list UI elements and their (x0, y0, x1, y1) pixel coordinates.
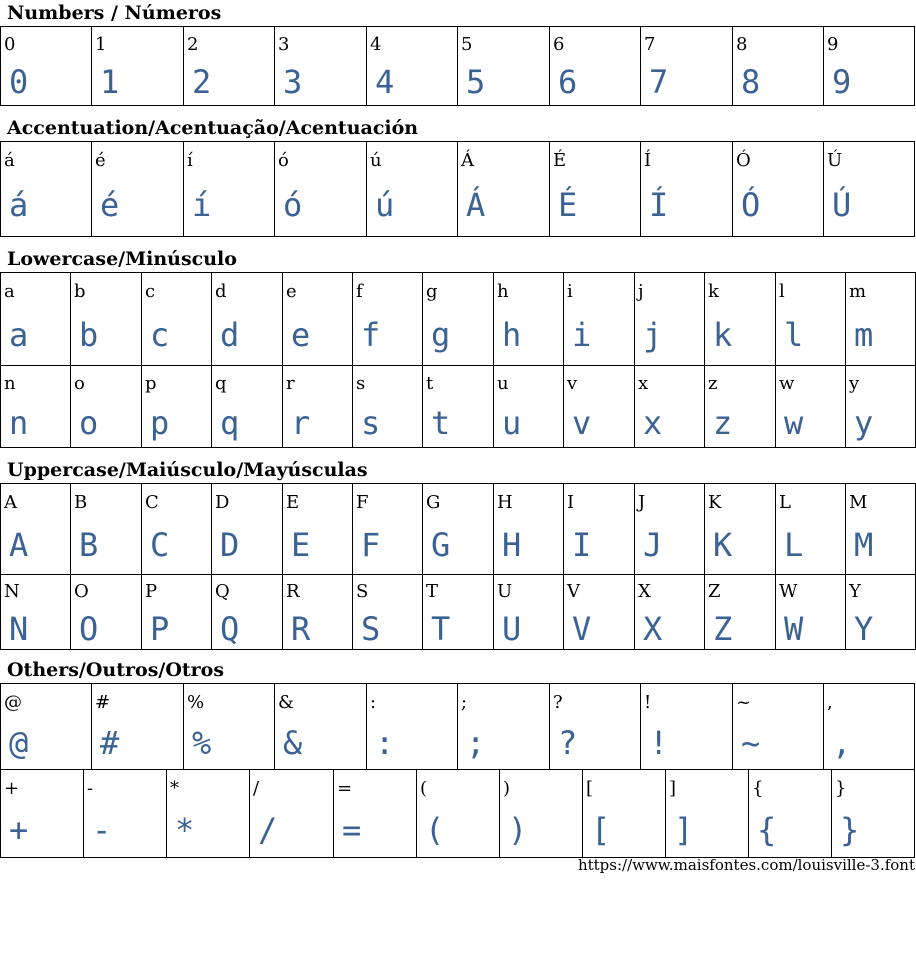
glyph-cell (92, 27, 184, 106)
glyph-label: H (497, 492, 513, 513)
glyph-cell (92, 684, 184, 770)
glyph-sample: M (854, 526, 874, 564)
glyph-sample: 9 (832, 63, 852, 101)
glyph-cell (635, 575, 705, 650)
glyph-label: 3 (278, 34, 290, 55)
glyph-cell (1, 770, 84, 858)
glyph-row (1, 273, 916, 366)
glyph-sample: n (9, 404, 29, 442)
glyph-cell (733, 684, 824, 770)
glyph-sample: & (283, 724, 303, 762)
glyph-cell (564, 484, 635, 575)
glyph-sample: = (342, 811, 362, 849)
glyph-sample: R (291, 610, 311, 648)
glyph-sample: b (79, 316, 99, 354)
glyph-label: C (145, 492, 159, 513)
glyph-sample: t (431, 404, 451, 442)
glyph-cell (353, 366, 423, 448)
glyph-cell (583, 770, 666, 858)
glyph-cell (1, 142, 92, 237)
accents-grid (0, 141, 915, 237)
glyph-label: á (4, 150, 15, 171)
glyph-cell (494, 273, 564, 366)
glyph-label: w (779, 373, 795, 394)
glyph-label: c (145, 281, 156, 302)
glyph-label: s (356, 373, 366, 394)
glyph-label: t (426, 373, 434, 394)
glyph-label: ; (461, 692, 468, 713)
glyph-sample: r (291, 404, 311, 442)
glyph-label: Í (644, 150, 652, 171)
glyph-cell (666, 770, 749, 858)
glyph-cell (353, 273, 423, 366)
glyph-sample: z (713, 404, 733, 442)
glyph-label: ) (503, 778, 511, 799)
glyph-sample: y (854, 404, 874, 442)
glyph-row (1, 366, 916, 448)
glyph-sample: ~ (741, 724, 761, 762)
glyph-sample: * (175, 811, 195, 849)
glyph-sample: x (643, 404, 663, 442)
glyph-cell (550, 27, 641, 106)
glyph-label: W (779, 581, 798, 602)
glyph-sample: { (757, 811, 777, 849)
glyph-cell (283, 273, 353, 366)
glyph-sample: ! (649, 724, 669, 762)
glyph-cell (353, 575, 423, 650)
glyph-cell (275, 142, 367, 237)
glyph-label: Ó (736, 150, 751, 171)
glyph-sample: ? (558, 724, 578, 762)
glyph-sample: [ (591, 811, 611, 849)
glyph-label: / (253, 778, 260, 799)
glyph-row (1, 770, 915, 858)
glyph-sample: O (79, 610, 99, 648)
glyph-sample: Í (649, 186, 669, 224)
glyph-label: j (638, 281, 644, 302)
glyph-label: S (356, 581, 369, 602)
glyph-sample: í (192, 186, 212, 224)
glyph-cell (367, 27, 458, 106)
glyph-label: { (752, 778, 764, 799)
glyph-sample: ú (375, 186, 395, 224)
glyph-cell (71, 575, 142, 650)
glyph-cell (275, 27, 367, 106)
glyph-sample: Á (466, 186, 486, 224)
glyph-label: n (4, 373, 16, 394)
glyph-cell (1, 366, 71, 448)
glyph-sample: P (150, 610, 170, 648)
glyph-label: 0 (4, 34, 16, 55)
glyph-sample: # (100, 724, 120, 762)
glyph-row (1, 484, 916, 575)
glyph-cell (142, 366, 212, 448)
glyph-cell (550, 684, 641, 770)
glyph-sample: B (79, 526, 99, 564)
glyph-sample: á (9, 186, 29, 224)
glyph-sample: F (361, 526, 381, 564)
glyph-label: k (708, 281, 719, 302)
glyph-sample: 2 (192, 63, 212, 101)
glyph-label: 5 (461, 34, 473, 55)
glyph-cell (550, 142, 641, 237)
glyph-sample: 8 (741, 63, 761, 101)
glyph-label: x (638, 373, 649, 394)
glyph-cell (705, 366, 776, 448)
glyph-label: P (145, 581, 158, 602)
glyph-label: í (187, 150, 193, 171)
glyph-sample: l (784, 316, 804, 354)
glyph-sample: L (784, 526, 804, 564)
lowercase-title: Lowercase/Minúsculo (7, 248, 237, 270)
glyph-label: f (356, 281, 363, 302)
glyph-cell (776, 575, 846, 650)
glyph-label: , (827, 692, 833, 713)
glyph-row (1, 684, 915, 770)
glyph-sample: f (361, 316, 381, 354)
glyph-cell (423, 366, 494, 448)
glyph-label: o (74, 373, 85, 394)
glyph-cell (494, 366, 564, 448)
glyph-label: 7 (644, 34, 656, 55)
numbers-grid (0, 26, 915, 106)
glyph-cell (564, 273, 635, 366)
glyph-label: a (4, 281, 15, 302)
glyph-label: z (708, 373, 718, 394)
glyph-cell (142, 575, 212, 650)
glyph-cell (184, 142, 275, 237)
glyph-sample: a (9, 316, 29, 354)
glyph-cell (92, 142, 184, 237)
glyph-label: D (215, 492, 230, 513)
glyph-sample: D (220, 526, 240, 564)
glyph-sample: É (558, 186, 578, 224)
glyph-label: ] (669, 778, 677, 799)
glyph-cell (641, 142, 733, 237)
glyph-cell (142, 484, 212, 575)
glyph-sample: % (192, 724, 212, 762)
glyph-cell (212, 575, 283, 650)
glyph-label: 4 (370, 34, 382, 55)
numbers-title: Numbers / Números (7, 2, 222, 24)
glyph-cell (1, 27, 92, 106)
glyph-label: A (4, 492, 17, 513)
glyph-sample: K (713, 526, 733, 564)
glyph-cell (334, 770, 417, 858)
glyph-cell (71, 484, 142, 575)
glyph-sample: G (431, 526, 451, 564)
glyph-label: ú (370, 150, 382, 171)
glyph-label: e (286, 281, 297, 302)
glyph-label: # (95, 692, 111, 713)
others-grid-2 (0, 769, 915, 858)
glyph-cell (564, 366, 635, 448)
glyph-sample: Q (220, 610, 240, 648)
glyph-sample: w (784, 404, 804, 442)
glyph-label: u (497, 373, 509, 394)
glyph-label: ( (420, 778, 428, 799)
glyph-cell (500, 770, 583, 858)
others-title: Others/Outros/Otros (7, 659, 225, 681)
glyph-cell (184, 684, 275, 770)
glyph-sample: A (9, 526, 29, 564)
glyph-sample: e (291, 316, 311, 354)
glyph-label: T (426, 581, 439, 602)
glyph-label: b (74, 281, 86, 302)
glyph-sample: W (784, 610, 804, 648)
glyph-sample: Z (713, 610, 733, 648)
glyph-sample: 0 (9, 63, 29, 101)
glyph-sample: 6 (558, 63, 578, 101)
glyph-cell (1, 273, 71, 366)
glyph-sample: Ó (741, 186, 761, 224)
glyph-cell (776, 366, 846, 448)
glyph-sample: T (431, 610, 451, 648)
glyph-sample: ; (466, 724, 486, 762)
glyph-sample: ( (425, 811, 445, 849)
glyph-sample: + (9, 811, 29, 849)
glyph-label: O (74, 581, 89, 602)
accents-title: Accentuation/Acentuação/Acentuación (7, 117, 419, 139)
glyph-cell (84, 770, 167, 858)
glyph-cell (1, 575, 71, 650)
glyph-sample: m (854, 316, 874, 354)
glyph-cell (494, 484, 564, 575)
glyph-cell (705, 273, 776, 366)
glyph-label: * (170, 778, 179, 799)
glyph-sample: 7 (649, 63, 669, 101)
glyph-cell (458, 684, 550, 770)
glyph-cell (776, 484, 846, 575)
glyph-sample: d (220, 316, 240, 354)
glyph-sample: , (832, 724, 852, 762)
glyph-sample: k (713, 316, 733, 354)
glyph-sample: é (100, 186, 120, 224)
glyph-label: q (215, 373, 227, 394)
glyph-label: V (567, 581, 580, 602)
glyph-sample: : (375, 724, 395, 762)
glyph-label: p (145, 373, 157, 394)
glyph-cell (423, 273, 494, 366)
glyph-label: % (187, 692, 205, 713)
glyph-sample: u (502, 404, 522, 442)
glyph-sample: i (572, 316, 592, 354)
glyph-label: - (87, 778, 94, 799)
glyph-label: N (4, 581, 20, 602)
glyph-cell (142, 273, 212, 366)
glyph-label: 6 (553, 34, 565, 55)
glyph-cell (250, 770, 334, 858)
glyph-sample: 1 (100, 63, 120, 101)
glyph-sample: / (258, 811, 278, 849)
glyph-cell (423, 484, 494, 575)
glyph-sample: p (150, 404, 170, 442)
glyph-row (1, 575, 916, 650)
glyph-cell (71, 273, 142, 366)
glyph-label: R (286, 581, 300, 602)
glyph-label: h (497, 281, 509, 302)
glyph-label: Q (215, 581, 230, 602)
glyph-cell (417, 770, 500, 858)
glyph-sample: N (9, 610, 29, 648)
glyph-sample: s (361, 404, 381, 442)
glyph-cell (167, 770, 250, 858)
glyph-cell (71, 366, 142, 448)
glyph-label: r (286, 373, 295, 394)
glyph-sample: 5 (466, 63, 486, 101)
glyph-sample: ó (283, 186, 303, 224)
glyph-cell (749, 770, 832, 858)
glyph-sample: C (150, 526, 170, 564)
glyph-cell (635, 273, 705, 366)
glyph-cell (458, 27, 550, 106)
glyph-label: & (278, 692, 295, 713)
glyph-label: ~ (736, 692, 752, 713)
glyph-label: E (286, 492, 300, 513)
glyph-sample: q (220, 404, 240, 442)
glyph-cell (635, 484, 705, 575)
glyph-label: é (95, 150, 106, 171)
glyph-row (1, 142, 915, 237)
glyph-cell (212, 273, 283, 366)
glyph-cell (705, 575, 776, 650)
glyph-label: ? (553, 692, 563, 713)
glyph-sample: v (572, 404, 592, 442)
glyph-sample: c (150, 316, 170, 354)
glyph-label: Ú (827, 150, 843, 171)
glyph-row (1, 27, 915, 106)
glyph-sample: 4 (375, 63, 395, 101)
glyph-label: [ (586, 778, 594, 799)
glyph-cell (832, 770, 915, 858)
glyph-sample: Y (854, 610, 874, 648)
glyph-label: Z (708, 581, 721, 602)
glyph-cell (423, 575, 494, 650)
glyph-sample: I (572, 526, 592, 564)
glyph-cell (776, 273, 846, 366)
glyph-sample: } (840, 811, 860, 849)
glyph-cell (367, 684, 458, 770)
glyph-label: K (708, 492, 722, 513)
glyph-label: : (370, 692, 377, 713)
glyph-cell (824, 684, 915, 770)
glyph-sample: ) (508, 811, 528, 849)
glyph-sample: j (643, 316, 663, 354)
glyph-sample: ] (674, 811, 694, 849)
glyph-cell (212, 366, 283, 448)
glyph-label: i (567, 281, 573, 302)
glyph-sample: H (502, 526, 522, 564)
uppercase-title: Uppercase/Maiúsculo/Mayúsculas (7, 459, 368, 481)
glyph-sample: o (79, 404, 99, 442)
glyph-label: g (426, 281, 438, 302)
glyph-cell (283, 575, 353, 650)
glyph-sample: @ (9, 724, 29, 762)
glyph-cell (212, 484, 283, 575)
glyph-cell (458, 142, 550, 237)
glyph-label: X (638, 581, 651, 602)
glyph-sample: g (431, 316, 451, 354)
glyph-label: É (553, 150, 567, 171)
glyph-sample: X (643, 610, 663, 648)
glyph-cell (184, 27, 275, 106)
glyph-sample: S (361, 610, 381, 648)
glyph-cell (824, 142, 915, 237)
others-grid-1 (0, 683, 915, 770)
glyph-cell (733, 27, 824, 106)
glyph-label: } (835, 778, 847, 799)
glyph-cell (641, 684, 733, 770)
glyph-label: l (779, 281, 785, 302)
glyph-label: 8 (736, 34, 748, 55)
glyph-label: G (426, 492, 441, 513)
glyph-sample: h (502, 316, 522, 354)
glyph-cell (367, 142, 458, 237)
glyph-label: ! (644, 692, 652, 713)
glyph-cell (1, 484, 71, 575)
glyph-label: B (74, 492, 88, 513)
glyph-label: F (356, 492, 369, 513)
glyph-cell (353, 484, 423, 575)
glyph-cell (641, 27, 733, 106)
glyph-sample: E (291, 526, 311, 564)
glyph-cell (635, 366, 705, 448)
glyph-label: = (337, 778, 353, 799)
glyph-label: J (638, 492, 646, 513)
glyph-label: 1 (95, 34, 107, 55)
glyph-sample: U (502, 610, 522, 648)
glyph-sample: V (572, 610, 592, 648)
glyph-cell (494, 575, 564, 650)
glyph-sample: 3 (283, 63, 303, 101)
glyph-cell (275, 684, 367, 770)
glyph-label: d (215, 281, 227, 302)
glyph-label: + (4, 778, 20, 799)
glyph-cell (824, 27, 915, 106)
glyph-label: 9 (827, 34, 839, 55)
uppercase-grid (0, 483, 916, 650)
glyph-cell (283, 366, 353, 448)
glyph-cell (846, 273, 916, 366)
glyph-label: ó (278, 150, 289, 171)
glyph-cell (564, 575, 635, 650)
glyph-cell (846, 484, 916, 575)
glyph-cell (705, 484, 776, 575)
lowercase-grid (0, 272, 916, 448)
glyph-label: v (567, 373, 578, 394)
glyph-label: @ (4, 692, 22, 713)
glyph-label: M (849, 492, 868, 513)
footer-url[interactable]: https://www.maisfontes.com/louisville-3.font (577, 856, 915, 874)
glyph-cell (283, 484, 353, 575)
glyph-label: y (849, 373, 860, 394)
glyph-cell (733, 142, 824, 237)
glyph-label: I (567, 492, 575, 513)
glyph-cell (1, 684, 92, 770)
glyph-sample: - (92, 811, 112, 849)
glyph-cell (846, 366, 916, 448)
glyph-label: U (497, 581, 513, 602)
glyph-label: L (779, 492, 791, 513)
glyph-label: m (849, 281, 867, 302)
glyph-sample: J (643, 526, 663, 564)
glyph-label: 2 (187, 34, 199, 55)
glyph-sample: Ú (832, 186, 852, 224)
glyph-label: Á (461, 150, 474, 171)
glyph-cell (846, 575, 916, 650)
glyph-label: Y (849, 581, 861, 602)
